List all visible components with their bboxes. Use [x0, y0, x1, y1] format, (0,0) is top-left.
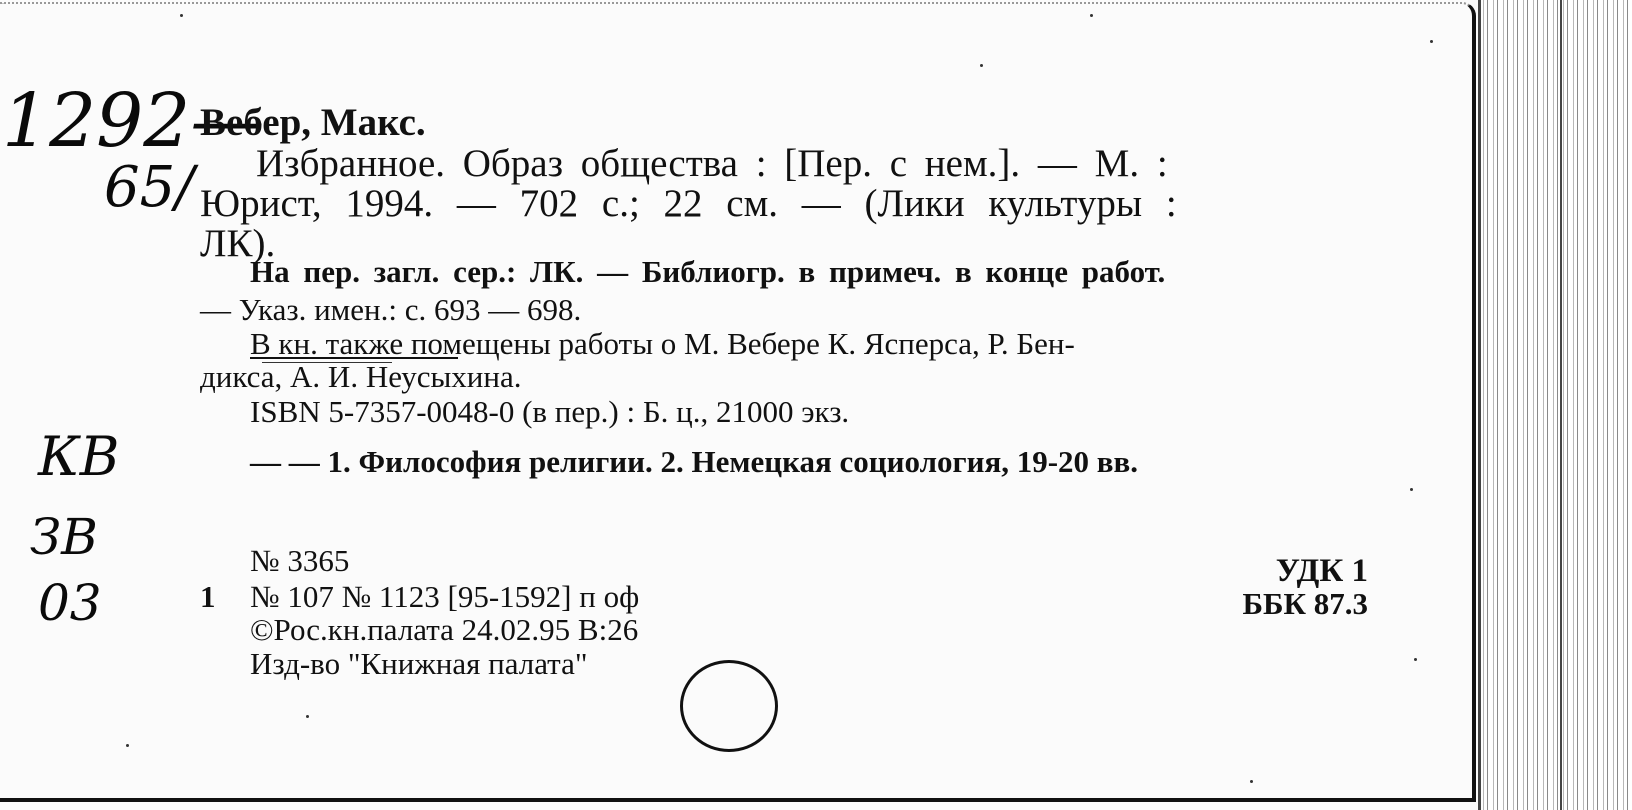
scan-speck [1414, 658, 1417, 661]
title-line-3: ЛК). [200, 222, 276, 265]
publisher-line: Изд-во "Книжная палата" [250, 646, 588, 681]
scan-speck [180, 14, 183, 17]
contents-note-line-1 [250, 328, 1075, 359]
record-ids: № 107 № 1123 [95-1592] п оф [250, 579, 640, 614]
handwritten-call-suffix: 65/ [104, 155, 195, 220]
scan-speck [1090, 14, 1093, 17]
contents-note-lead: В кн. также [250, 326, 404, 361]
scan-speck [980, 64, 983, 67]
title-line-2: Юрист, 1994. — 702 с.; 22 см. — (Лики культуры : [200, 182, 1177, 225]
note-line-2: — Указ. имен.: с. 693 — 698. [200, 292, 582, 327]
isbn-line: ISBN 5-7357-0048-0 (в пер.) : Б. ц., 21000 экз. [250, 394, 850, 429]
card-edge-line [1560, 0, 1562, 810]
handwritten-mark-kv: КВ [38, 425, 120, 488]
copy-count: 1 [200, 579, 216, 614]
contents-note-line-2: дикса, А. И. Неусыхина. [200, 359, 522, 394]
copyright-line: ©Рос.кн.палата 24.02.95 В:26 [250, 612, 639, 647]
handwritten-call-number: 1292— [2, 78, 265, 164]
scan-speck [1410, 488, 1413, 491]
card-edge-line [1478, 0, 1481, 810]
scan-speck [306, 715, 309, 718]
handwritten-mark-03: 03 [38, 574, 102, 632]
scan-speck [1250, 780, 1253, 783]
udk-code: УДК 1 [1275, 553, 1368, 589]
scan-speck [1430, 40, 1433, 43]
author-heading: Вебер, Макс. [200, 101, 426, 144]
contents-note-text: помещены работы о М. Вебере К. Ясперса, Р. Бен- [410, 326, 1075, 361]
card-stack-edge [1478, 0, 1632, 810]
title-line-1: Избранное. Образ общества : [Пер. с нем.]. — М. : [256, 142, 1168, 185]
library-stamp-circle [680, 660, 778, 752]
note-line-1: На пер. загл. сер.: ЛК. — Библиогр. в примеч. в конце работ. [250, 254, 1166, 289]
scan-speck [126, 744, 129, 747]
bbk-code: ББК 87.3 [1242, 586, 1368, 621]
handwritten-mark-zv: ЗВ [30, 508, 98, 566]
record-number: № 3365 [250, 543, 350, 578]
subject-headings: — — 1. Философия религии. 2. Немецкая социология, 19-20 вв. [250, 444, 1139, 479]
